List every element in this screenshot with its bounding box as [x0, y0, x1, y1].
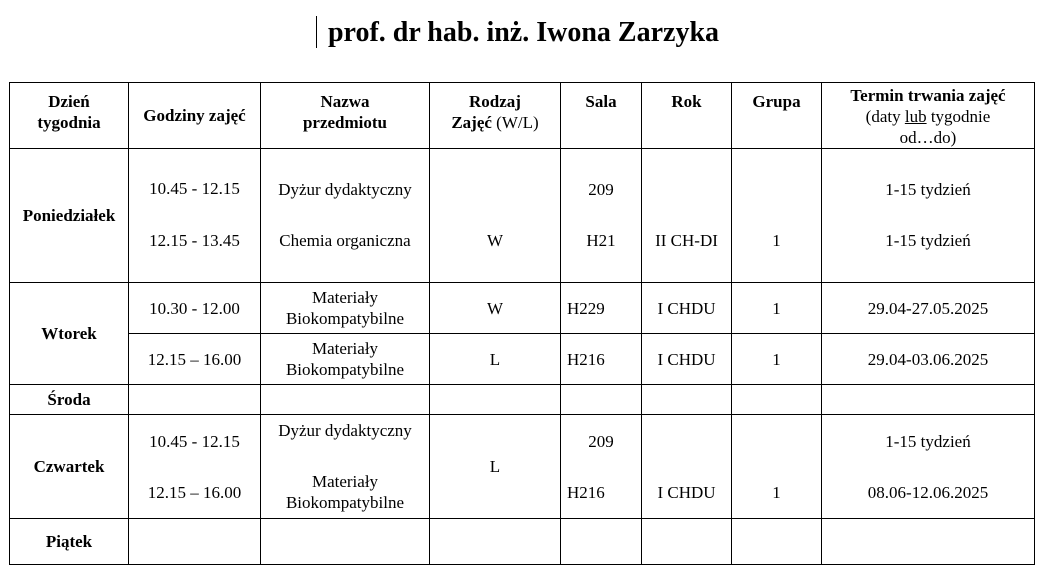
header-hours-label: Godziny zajęć: [143, 106, 246, 125]
room-value: H229: [561, 283, 642, 334]
group-value: 1: [732, 283, 822, 334]
header-subject: [261, 83, 430, 149]
header-year: [642, 83, 732, 149]
hours-value: 12.15 – 16.00: [129, 334, 261, 385]
day-thursday: Czwartek: [10, 415, 129, 519]
subject-value: Dyżur dydaktyczny: [278, 179, 412, 199]
hours-value: 10.45 - 12.15: [149, 178, 240, 198]
empty-cell: [642, 385, 732, 415]
group-cell: [732, 415, 822, 519]
header-hours: [129, 83, 261, 149]
header-year-label: Rok: [671, 92, 702, 111]
hours-value: 12.15 - 13.45: [149, 230, 240, 250]
subject-cell: [261, 283, 430, 334]
subject-value: Dyżur dydaktyczny: [278, 420, 412, 440]
room-value: H216: [567, 482, 605, 502]
header-day-line1: Dzień: [48, 92, 90, 111]
empty-cell: [261, 519, 430, 565]
hours-cell: [129, 415, 261, 519]
hours-cell: [129, 149, 261, 283]
room-value: H21: [586, 230, 616, 250]
room-value: 209: [588, 431, 614, 451]
subject-line1: Materiały: [311, 288, 379, 307]
table-row: [10, 334, 1035, 385]
type-value: W: [486, 230, 504, 250]
table-row: [10, 385, 1035, 415]
header-type-line3: (W/L): [496, 113, 539, 132]
header-type: [430, 83, 561, 149]
term-cell: [822, 415, 1035, 519]
subject-line1: Materiały: [311, 339, 379, 358]
header-day-line2: tygodnia: [37, 113, 101, 132]
empty-cell: [261, 385, 430, 415]
header-room: [561, 83, 642, 149]
header-term-line3: od…do): [899, 128, 957, 147]
header-day: [10, 83, 129, 149]
table-row: [10, 415, 1035, 519]
year-value: I CHDU: [642, 283, 732, 334]
schedule-table: [9, 82, 1035, 565]
empty-cell: [129, 519, 261, 565]
header-type-line1: Rodzaj: [469, 92, 521, 111]
header-subject-line1: Nazwa: [320, 92, 370, 111]
header-room-label: Sala: [585, 92, 617, 111]
header-term-part2: lub: [904, 107, 927, 126]
subject-line2: Biokompatybilne: [285, 360, 405, 379]
table-row: [10, 283, 1035, 334]
term-value: 29.04-03.06.2025: [822, 334, 1035, 385]
empty-cell: [642, 519, 732, 565]
group-value: 1: [732, 334, 822, 385]
term-value: 1-15 tydzień: [885, 179, 971, 199]
hours-value: 10.30 - 12.00: [129, 283, 261, 334]
room-value: 209: [588, 179, 614, 199]
year-value: I CHDU: [657, 482, 716, 502]
type-value: L: [430, 415, 561, 519]
hours-value: 10.45 - 12.15: [149, 431, 240, 451]
term-value: 29.04-27.05.2025: [822, 283, 1035, 334]
term-value: 08.06-12.06.2025: [867, 482, 989, 502]
empty-cell: [732, 385, 822, 415]
empty-cell: [430, 385, 561, 415]
term-value: 1-15 tydzień: [885, 431, 971, 451]
subject-cell: [261, 415, 430, 519]
header-row: [10, 83, 1035, 149]
header-subject-line2: przedmiotu: [302, 113, 388, 132]
type-cell: [430, 149, 561, 283]
term-value: 1-15 tydzień: [885, 230, 971, 250]
header-group-label: Grupa: [752, 92, 801, 111]
day-monday: Poniedziałek: [10, 149, 129, 283]
group-value: 1: [772, 482, 781, 502]
empty-cell: [822, 519, 1035, 565]
group-cell: [732, 149, 822, 283]
subject-line2: Biokompatybilne: [285, 309, 405, 328]
subject-line2: Biokompatybilne: [285, 492, 405, 512]
year-cell: [642, 415, 732, 519]
year-cell: [642, 149, 732, 283]
empty-cell: [129, 385, 261, 415]
text-cursor: [316, 16, 317, 48]
term-cell: [822, 149, 1035, 283]
header-term: [822, 83, 1035, 149]
header-group: [732, 83, 822, 149]
room-cell: [561, 149, 642, 283]
type-value: L: [430, 334, 561, 385]
empty-cell: [430, 519, 561, 565]
header-term-part3: tygodnie: [926, 107, 991, 126]
empty-cell: [822, 385, 1035, 415]
year-value: I CHDU: [642, 334, 732, 385]
subject-value: Chemia organiczna: [279, 230, 411, 250]
day-friday: Piątek: [10, 519, 129, 565]
header-term-line1: Termin trwania zajęć: [850, 86, 1006, 105]
type-value: W: [430, 283, 561, 334]
subject-line1: Materiały: [311, 471, 379, 491]
room-cell: [561, 415, 642, 519]
room-value: H216: [561, 334, 642, 385]
group-value: 1: [772, 230, 781, 250]
empty-cell: [561, 385, 642, 415]
page-title: prof. dr hab. inż. Iwona Zarzyka: [327, 17, 720, 48]
subject-cell: [261, 149, 430, 283]
header-type-line2: Zajęć: [451, 113, 492, 132]
empty-cell: [732, 519, 822, 565]
empty-cell: [561, 519, 642, 565]
year-value: II CH-DI: [655, 230, 718, 250]
day-tuesday: Wtorek: [10, 283, 129, 385]
subject-cell: [261, 334, 430, 385]
header-term-part1: (daty: [865, 107, 905, 126]
table-row: [10, 149, 1035, 283]
day-wednesday: Środa: [10, 385, 129, 415]
table-row: [10, 519, 1035, 565]
hours-value: 12.15 – 16.00: [147, 482, 242, 502]
